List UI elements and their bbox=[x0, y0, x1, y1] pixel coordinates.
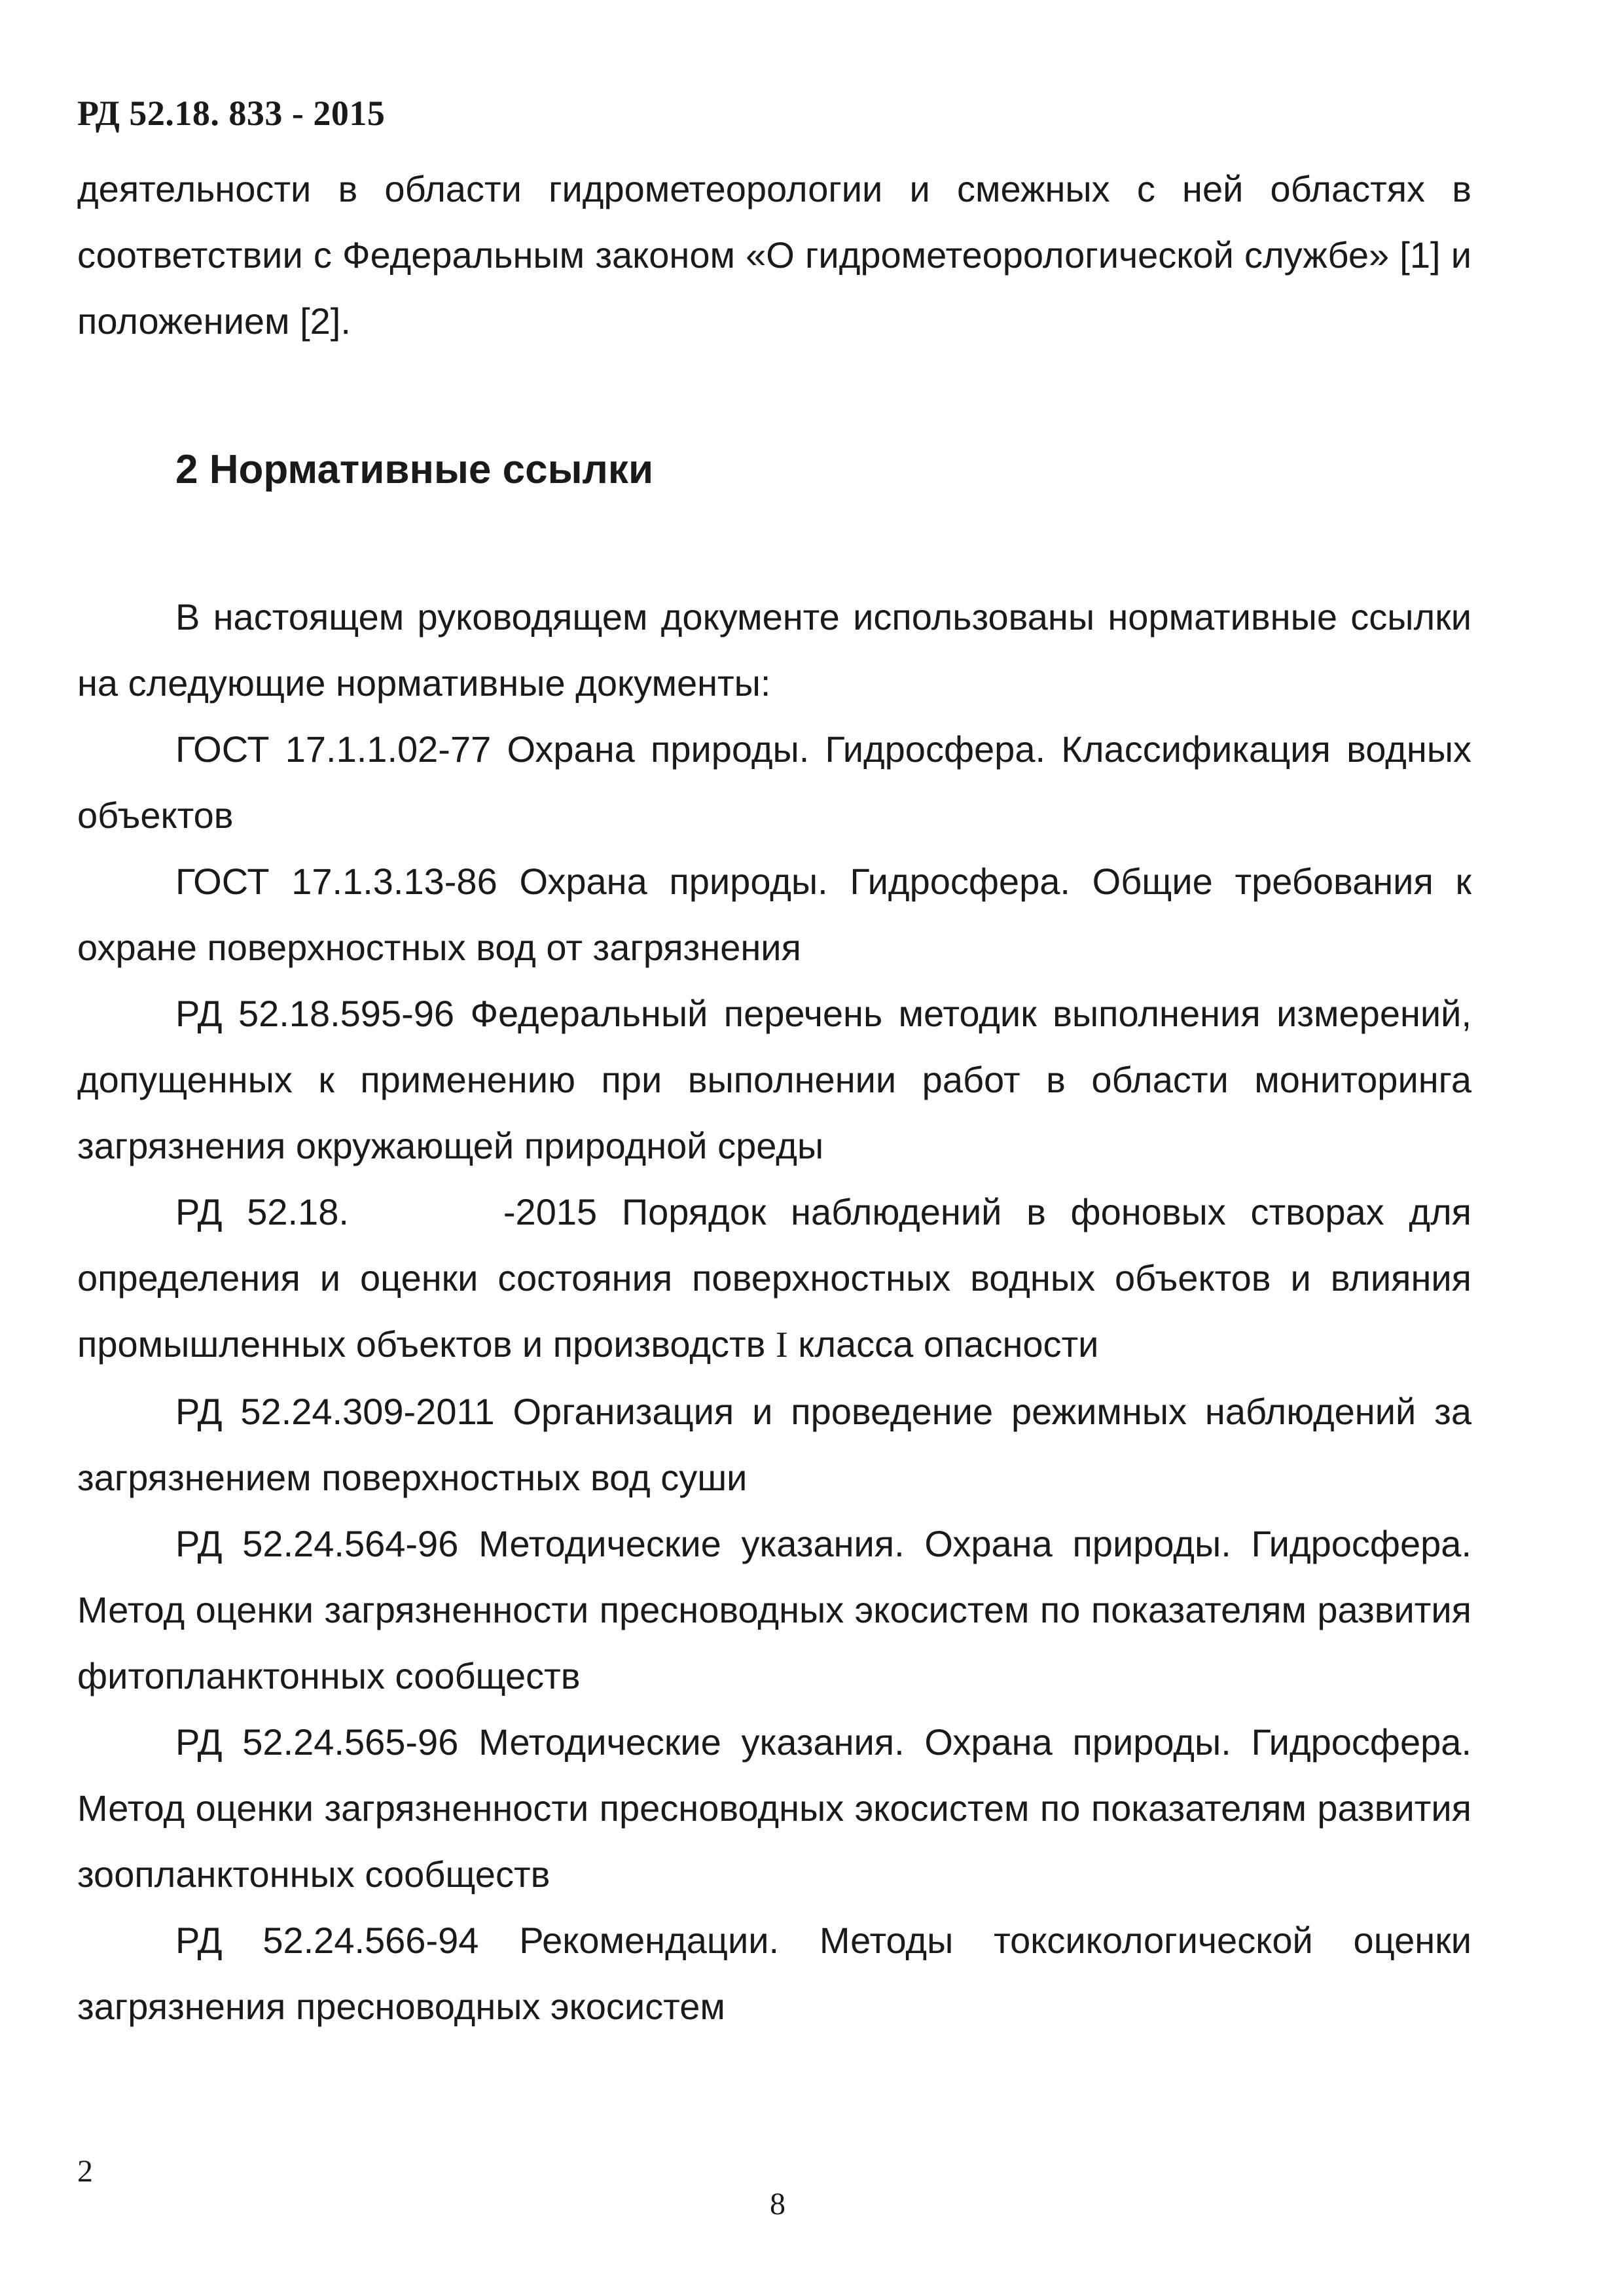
page-number: 8 bbox=[770, 2187, 785, 2221]
reference-text-end: класса опасности bbox=[798, 1323, 1099, 1365]
reference-text: Порядок наблюдений в фоновых створах для определения и оценки состояния поверхностных водных объектов и влияния промышленных объектов и производств bbox=[77, 1191, 1471, 1365]
reference-roman-numeral: I bbox=[775, 1325, 788, 1365]
reference-code: РД 52.24.564-96 bbox=[175, 1523, 459, 1564]
reference-code: РД 52.24.309-2011 bbox=[175, 1391, 495, 1432]
reference-item bbox=[77, 1378, 1471, 1511]
reference-text: Организация и проведение режимных наблюдений за загрязнением поверхностных вод суши bbox=[77, 1391, 1471, 1498]
document-code-header: РД 52.18. 833 - 2015 bbox=[77, 94, 386, 133]
reference-text: Методические указания. Охрана природы. Гидросфера. Метод оценки загрязненности пресноводных экосистем по показателям развития фитопланктонных сообществ bbox=[77, 1523, 1471, 1696]
intro-paragraph-block bbox=[77, 156, 1471, 354]
reference-item bbox=[77, 1709, 1471, 1907]
reference-text: Охрана природы. Гидросфера. Классификация водных объектов bbox=[77, 728, 1471, 836]
reference-code-end: -2015 bbox=[503, 1191, 598, 1232]
reference-code: РД 52.18.595-96 bbox=[175, 993, 455, 1034]
section-title: 2 Нормативные ссылки bbox=[175, 447, 654, 492]
reference-text: Рекомендации. Методы токсикологической оценки загрязнения пресноводных экосистем bbox=[77, 1920, 1471, 2027]
footer-left-number: 2 bbox=[77, 2154, 93, 2189]
reference-item bbox=[77, 1179, 1471, 1378]
references-block bbox=[77, 584, 1471, 2039]
reference-item bbox=[77, 1907, 1471, 2039]
reference-item bbox=[77, 716, 1471, 848]
reference-code-start: РД 52.18. bbox=[175, 1191, 349, 1232]
reference-item bbox=[77, 848, 1471, 980]
reference-code: ГОСТ 17.1.1.02-77 bbox=[175, 728, 492, 770]
reference-item bbox=[77, 980, 1471, 1179]
references-lead-paragraph: В настоящем руководящем документе использованы нормативные ссылки на следующие нормативные документы: bbox=[77, 596, 1471, 704]
reference-text: Методические указания. Охрана природы. Гидросфера. Метод оценки загрязненности пресноводных экосистем по показателям развития зоопланктонных сообществ bbox=[77, 1721, 1471, 1895]
reference-text: Федеральный перечень методик выполнения измерений, допущенных к применению при выполнении работ в области мониторинга загрязнения окружающей природной среды bbox=[77, 993, 1472, 1166]
reference-code: ГОСТ 17.1.3.13-86 bbox=[175, 861, 497, 902]
reference-text: Охрана природы. Гидросфера. Общие требования к охране поверхностных вод от загрязнения bbox=[77, 861, 1471, 968]
reference-code: РД 52.24.565-96 bbox=[175, 1721, 459, 1763]
reference-code: РД 52.24.566-94 bbox=[175, 1920, 479, 1961]
reference-item bbox=[77, 1511, 1471, 1709]
intro-paragraph: деятельности в области гидрометеорологии и смежных с ней областях в соответствии с Федеральным законом «О гидрометеорологической службе» [1] и положением [2]. bbox=[77, 168, 1471, 342]
